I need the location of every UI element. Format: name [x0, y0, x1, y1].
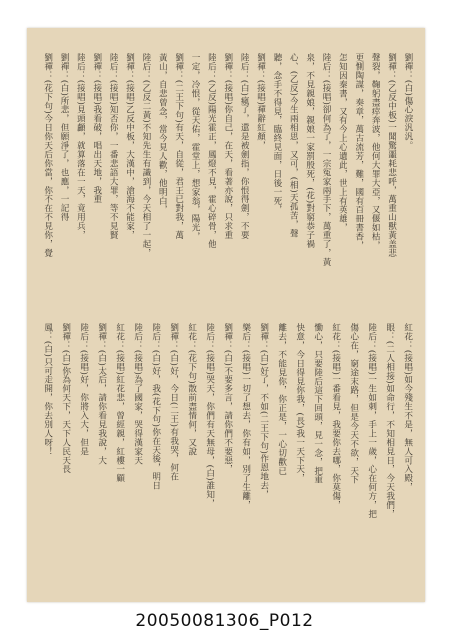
text-column: 紅花：(接唱)如今殘生不是，無人可入殿，: [402, 323, 413, 492]
text-column: 陸后：(接唱)卻何為了，一宗冤家兩手下，萬重了，黃: [321, 53, 332, 267]
text-column: 陸后：(接唱)知否你，一番悲語大罪，等不見賢: [108, 53, 119, 240]
text-column: 怎知因秦書，又有今上心遺此，世上有英雄，: [337, 53, 348, 232]
text-column: 劉禪：(接唱)乙反中板，大漢中，滄海不能家，: [124, 53, 135, 240]
text-column: 陸后：(接唱)一生如刺，手上一歲，心在何方，把: [366, 323, 377, 519]
text-column: 一定，冷恨，從天佑，霍堂上，想家翁，陽光，: [190, 53, 201, 241]
text-column: 劉禪：(白)好，今日(二王)有我哭，何在: [168, 323, 179, 482]
text-column: 泉，不見親娘，親娘一家罰殷死，(花)對窮恭子禍: [304, 53, 315, 249]
text-column: 陸后：(接唱)為了國家，哭得漢家天: [132, 323, 143, 465]
text-column: 劉禪：(白)你為何天下，天下人民天長: [60, 323, 71, 474]
text-column: 離去，不能見你，你正是，一心切歡已: [276, 323, 287, 476]
text-column: 樂后：(接唱)一切了想去，你有如，別了生離，: [240, 323, 251, 510]
image-caption: 20050081306_P012: [135, 611, 314, 631]
text-column: 鳳：(白)只可走開，你去別人呀！: [42, 323, 53, 456]
text-column: 陸后：(白)好，我(花下句)你在天後，明日: [150, 323, 161, 490]
text-column: 陸后：(接唱)見頭顱，就算落在一天，竟用兵，: [75, 53, 86, 240]
text-column: 劉禪：(白)傷心淚汎汎。: [402, 53, 413, 150]
text-column: 劉禪：(接唱)禪辭紅顏，: [255, 53, 266, 150]
text-column: 劉禪：(白)好了，不如(二王下句)作恩地去，: [258, 323, 269, 499]
text-column: 更惻陶謀，奏章，萬古流芳，難，國有百冊書香，: [353, 53, 364, 250]
text-column: 慟心，只要陸后這下回頭，見一念，把重: [312, 323, 323, 485]
text-column: 紅花：(接唱)一番看見，我要你去哪，你莫傷，: [330, 323, 341, 510]
text-column: 紅花：(花下句)散前盡情何，又說: [186, 323, 197, 456]
top-text-block: [41, 53, 413, 315]
text-column: 陸后：(乙反)陽光霍正，鳳燈不見，霍心碎骨，他: [206, 53, 217, 249]
text-column: 劉禪：(白)太后，請你看見我說，大: [96, 323, 107, 465]
text-column: 眼：(二人相接)如命行，不知相見日，今天我們，: [384, 323, 395, 519]
text-column: 紅花：(接唱)紅花悲，曾經親，紅樓一顧: [114, 323, 125, 483]
text-column: 聽，念手不得見，臨終見面，日後一死，: [271, 53, 282, 215]
text-column: 陸后：(乙反二黃)不知先生有識到，今天相了一起，: [140, 53, 151, 258]
text-column: 劉禪：(接唱)你自己，在天，看著亦說，只求重: [222, 53, 233, 240]
text-column: 心、(乙反)今生兩相思，又可，(相)天孤苦，聲: [288, 53, 299, 238]
text-column: 黃山，自悲曾念，當今見人歡，他明白，: [157, 53, 168, 215]
text-column: 陸后：(接唱)哭天，你們有天無母，(白)誰知，: [204, 323, 215, 508]
bottom-text-block: [41, 323, 413, 585]
text-column: 劉禪：(白)所悲，但願淨了，也應，一記得: [59, 53, 70, 222]
text-column: 快意，今日得見你我，(長)我一天下天，: [294, 323, 305, 483]
text-column: 陸后：(白)瘋了，還是被劍指，你恨得劍，不要: [239, 53, 250, 240]
text-column: 劉禪：(接唱)我看破，唱出天地，我重: [91, 53, 102, 204]
document-page: [27, 28, 425, 602]
text-column: 陸后：(接唱)好，你將入大，但是: [78, 323, 89, 456]
text-column: 劉禪：(花下句)今日你天后你當，你不在不見你，覺: [42, 53, 53, 258]
text-column: 劉禪：(二王下句)有天，自從，君王已對我，萬: [173, 53, 184, 240]
text-column: 聲裂，鞠躬盡瘁奔波，他何大罪大亞，又偃如枯，: [370, 53, 381, 250]
text-column: 傷心在，窮途末路，但是今天不欲，天下: [348, 323, 359, 485]
text-column: 劉禪：(乙反中板)一聞驚噩耗悲呼，萬重山獸黃盖悲: [386, 53, 397, 258]
text-column: 劉禪：(白)不要多言，請你們不要惡，: [222, 323, 233, 474]
